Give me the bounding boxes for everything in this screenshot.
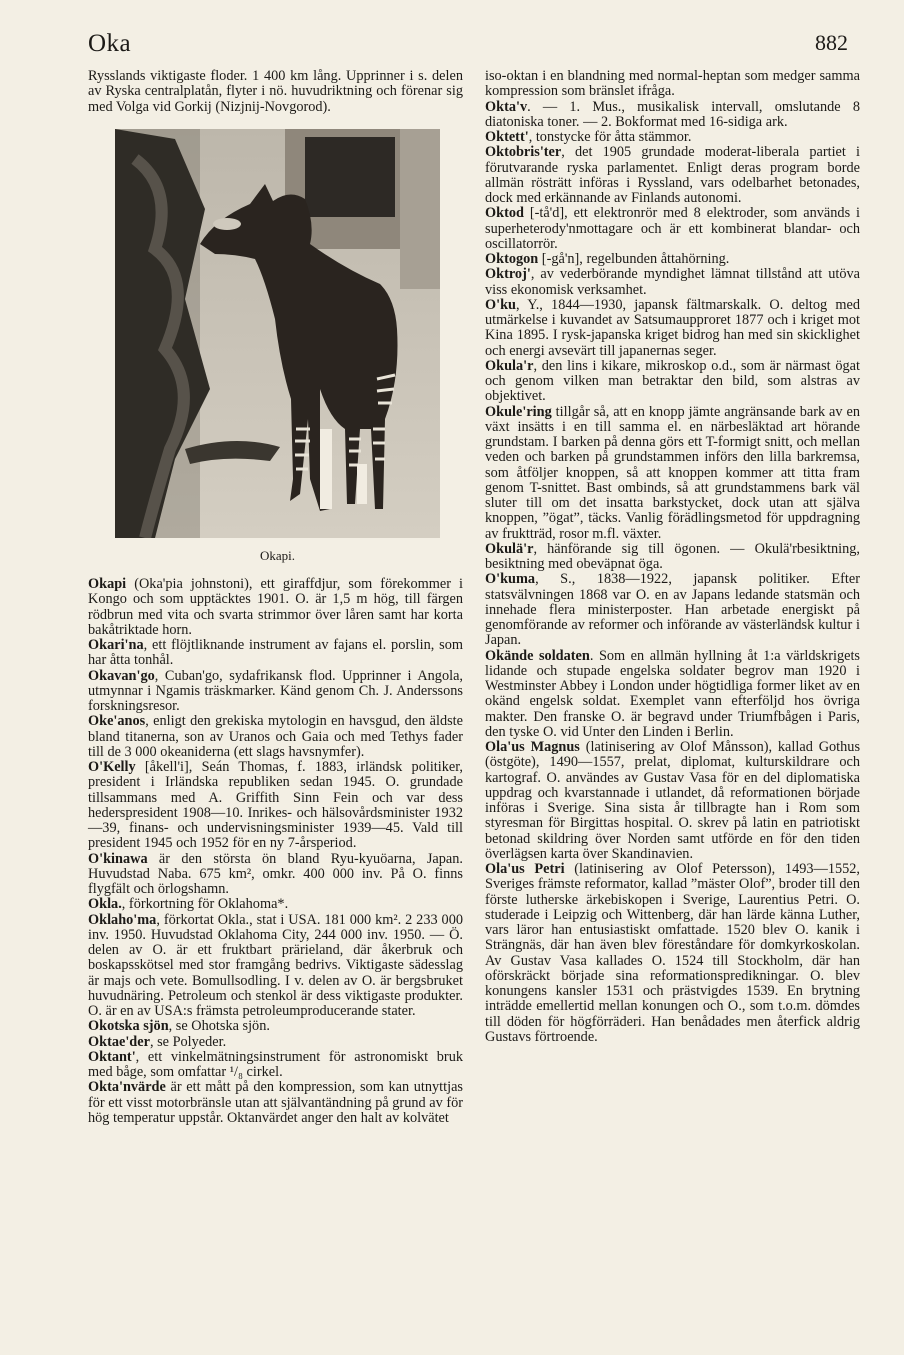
entry-text: , tonstycke för åtta stämmor.: [528, 129, 692, 145]
entry-text: är den största ön bland Ryu-kyuöarna, Japan. Huvudstad Naba. 675 km², omkr. 400 000 inv. På O. finns flygfält och örlogshamn.: [88, 850, 463, 897]
right-column: [485, 69, 860, 1045]
entry: [88, 1035, 463, 1050]
entry-term: Okavan'go: [88, 667, 155, 684]
entry-term: Oktogon: [485, 251, 539, 267]
entry-term: Okapi: [88, 576, 127, 592]
continued-entry-text: iso-oktan i en blandning med normal-heptan som medger samma kompression som bränslet ifråga.: [485, 68, 860, 100]
entry: [88, 913, 463, 1020]
entry-text: , ett vinkelmätningsinstrument för astronomiskt bruk med båge, som omfattar ¹/₈ cirkel.: [88, 1048, 463, 1080]
figure-caption: Okapi.: [259, 547, 296, 563]
entry-term: Oktobris'ter: [485, 144, 562, 161]
entry-term: Okule'ring: [485, 403, 552, 420]
entry-text: . — 1. Mus., musikalisk intervall, omslutande 8 diatoniska toner. — 2. Bokformat med 16-sidiga ark.: [485, 98, 860, 130]
entry-term: Oke'anos: [88, 713, 146, 730]
entry: [485, 740, 860, 862]
entry-text: , hänförande sig till ögonen. — Okulä'rbesiktning, besiktning med obeväpnat öga.: [485, 540, 860, 572]
entry-term: Okände soldaten: [485, 647, 590, 664]
page-number: 882: [815, 30, 848, 55]
left-column: [88, 69, 463, 1126]
entry-text: tillgår så, att en knopp jämte angränsande bark av en växt insätts i en till samma el. en närbesläktad art hörande grundstam. I barken på denna görs ett T-formigt snitt, och mellan veden och barken på grundstammen införs den lilla barkremsa, som åtföljer knoppen, så att knoppen kommer att titta fram genom T-snittet. Bast ombinds, så att grundstammens bark väl sluter till om det insatta barkstycket, dock utan att själva knoppen, ”ögat”, täcks. Vanlig förädlingsmetod för uppdragning av fruktträd, rosor m.fl. växter.: [485, 403, 860, 542]
entry-term: Okari'na: [88, 637, 144, 653]
entry: [485, 206, 860, 252]
entry-text: , se Ohotska sjön.: [168, 1018, 270, 1035]
entry-term: Okta'v: [485, 98, 528, 115]
entry: [485, 100, 860, 131]
entry: [88, 852, 463, 898]
entry: [485, 130, 860, 145]
entry-text: (latinisering av Olof Petersson), 1493—1552, Sveriges främste reformator, kallad ”mäster Olof”, broder till den förste lutherske ärkebiskopen i Sverige, Laurentius Petri. O. studerade i Leipzig och Wittenberg, där han lärde känna Luther, vars läror han entusiastiskt omfattade. 1520 blev O. kanik i Strängnäs, där han även blev föreståndare för domkyrkoskolan. Av Gustav Vasa kallades O. 1524 till Stockholm, där han oförskräckt började sina reformationspredikningar. O. blev konungens kansler 1531 och prästvigdes 1539. En brytning inträdde emellertid mellan konungen och O., som t.o.m. dömdes till döden för högförräderi. Han benådades men återfick aldrig Gustavs förtroende.: [485, 861, 860, 1045]
entry: [485, 405, 860, 542]
entry-term: Okla.: [88, 896, 122, 913]
entry: [88, 1080, 463, 1126]
entry: [88, 1019, 463, 1034]
entry: [485, 572, 860, 648]
entry-term: Oktant': [88, 1048, 136, 1065]
entry-text: är ett mått på den kompression, som kan utnyttjas för ett visst motorbränsle utan att självantändning på grund av för hög temperatur uppstår. Oktanvärdet anger den halt av kolvätet: [88, 1079, 463, 1126]
okapi-figure: [115, 129, 440, 563]
entry-text: (Oka'pia johnstoni), ett giraffdjur, som förekommer i Kongo och som upptäcktes 1901. O. är 1,5 m hög, till färgen rödbrun med vita och svarta strimmor över låren samt har korta bakåtriktade horn.: [88, 576, 463, 638]
entry-text: , ett flöjtliknande instrument av fajans el. porslin, som har åtta tonhål.: [88, 637, 463, 669]
entry-term: O'kuma: [485, 571, 536, 588]
entry: [485, 298, 860, 359]
entry-term: Okta'nvärde: [88, 1079, 166, 1096]
entry: [88, 638, 463, 669]
entry-term: O'Kelly: [88, 759, 136, 775]
entry: [88, 669, 463, 715]
entry: [88, 760, 463, 852]
entry: [485, 542, 860, 573]
entry: [485, 359, 860, 405]
entry-text: , se Polyeder.: [149, 1033, 227, 1050]
continued-entry-text: Rysslands viktigaste floder. 1 400 km lång. Upprinner i s. delen av Ryska centralplatån, flyter i nö. huvudriktning och förenar sig med Volga vid Gorkij (Nizjnij-Novgorod).: [88, 68, 463, 115]
entry-text: [åkell'i], Seán Thomas, f. 1883, irländsk politiker, president i Irländska republiken sedan 1945. O. grundade tillsammans med A. Griffith Sinn Fein och var dess hederspresident 1908—10. Inrikes- och hälsovårdsminister 1932—39, finans- och undervisningsminister 1939—45. Vald till president 1945 och 1952 för en ny 7-årsperiod.: [88, 759, 463, 852]
entry: [88, 577, 463, 638]
entry-text: , av vederbörande myndighet lämnat tillstånd att utöva viss ekonomisk verksamhet.: [485, 266, 860, 298]
entry-text: , Y., 1844—1930, japansk fältmarskalk. O. deltog med utmärkelse i kuvandet av Satsumaupproret 1877 och i kriget mot Kina 1895. I rysk-japanska kriget bidrog han med sin skicklighet och energi avsevärt till japanernas seger.: [485, 296, 860, 359]
entry: [88, 714, 463, 760]
entry-term: Oktod: [485, 205, 524, 222]
entry-term: O'ku: [485, 296, 516, 313]
entry-term: Oktett': [485, 129, 529, 145]
okapi-photo: [115, 129, 440, 538]
entry: [88, 1050, 463, 1081]
entry-term: O'kinawa: [88, 850, 148, 867]
entry-text: , förkortning för Oklahoma*.: [121, 896, 289, 913]
entry: [88, 897, 463, 912]
left-entries: [88, 577, 463, 1126]
entry-text: . Som en allmän hyllning åt 1:a världskrigets lidande och stupade engelska soldater begrov man 1920 i Westminster Abbey i London under högtidliga former liket av en okänd engelsk soldat. Exemplet vann efterföljd hos övriga makter. Den franske O. är begravd under Triumfbågen i Paris, den tyske O. vid Unter den Linden i Berlin.: [485, 647, 860, 740]
running-headword: Oka: [88, 30, 132, 57]
entry-term: Okotska sjön: [88, 1018, 169, 1035]
entry: [485, 145, 860, 206]
entry-text: , S., 1838—1922, japansk politiker. Efter statsvälvningen 1868 var O. en av Japans ledande statsmän och innehade flera ministerposter. Han arbetade energiskt på genomförande av reformer och införande av västerländsk kultur i Japan.: [485, 571, 860, 649]
entry-text: , Cuban'go, sydafrikansk flod. Upprinner i Angola, utmynnar i Ngamis träskmarker. Känd genom Ch. J. Anderssons forskningsresor.: [88, 667, 463, 714]
entry-text: , enligt den grekiska mytologin en havsgud, den äldste bland titanerna, son av Uranos och Gaia och med Tethys fader till de 3 000 okeaniderna (ett slags havsnymfer).: [88, 713, 463, 760]
entry-term: Okulä'r: [485, 540, 534, 557]
entry-term: Oklaho'ma: [88, 911, 157, 928]
entry: [485, 267, 860, 298]
entry-text: , förkortat Okla., stat i USA. 181 000 km². 2 233 000 inv. 1950. Huvudstad Oklahoma City, 244 000 inv. 1950. — Ö. delen av O. är ett fruktbart prärieland, där åkerbruk och boskapsskötsel med stor framgång bedrivs. Viktigaste sädesslag är majs och vete. Bomullsodling. I v. delen av O. är bergsbruket huvudnäring. Petroleum och stenkol är dess viktigaste produkter. O. är en av USA:s främsta petroleumproducerande stater.: [88, 911, 463, 1019]
entry: [485, 649, 860, 741]
entry-text: (latinisering av Olof Månsson), kallad Gothus (östgöte), 1490—1557, prelat, diplomat, kulturskildrare och kartograf. O. användes av Gustav Vasa för en del diplomatiska uppdrag och kvarstannade i utlandet, då reformationen började införas i Sverige. Sina sista år tillbragte han i Rom som styresman för Birgittas hospital. O. skrev på latin en patriotiskt betonad skildring över Norden samt utförde en för den tiden överlägsen karta över Skandinavien.: [485, 739, 861, 862]
entry: [485, 862, 860, 1045]
entry-term: Oktae'der: [88, 1033, 150, 1050]
entry-term: Okula'r: [485, 357, 534, 374]
entry-term: Ola'us Petri: [485, 861, 565, 877]
entry-text: , det 1905 grundade moderat-liberala partiet i förutvarande ryska parlamentet. Enligt deras program borde allmän rösträtt införas i Ryssland, vars odelbarhet betonades, dock med erkännande av Finlands autonomi.: [485, 144, 860, 206]
entry-text: [-gå'n], regelbunden åttahörning.: [538, 251, 730, 267]
entry-term: Oktroj': [485, 266, 531, 283]
entry-text: , den lins i kikare, mikroskop o.d., som är närmast ögat och genom vilken man betraktar den bild, som alstras av objektivet.: [485, 357, 860, 405]
entry-text: [-tå'd], ett elektronrör med 8 elektroder, som används i superheterody'nmottagare och är ett kombinerat blandar- och oscillatorrör.: [485, 205, 860, 252]
entry: [485, 252, 860, 267]
entry-term: Ola'us Magnus: [485, 739, 580, 755]
